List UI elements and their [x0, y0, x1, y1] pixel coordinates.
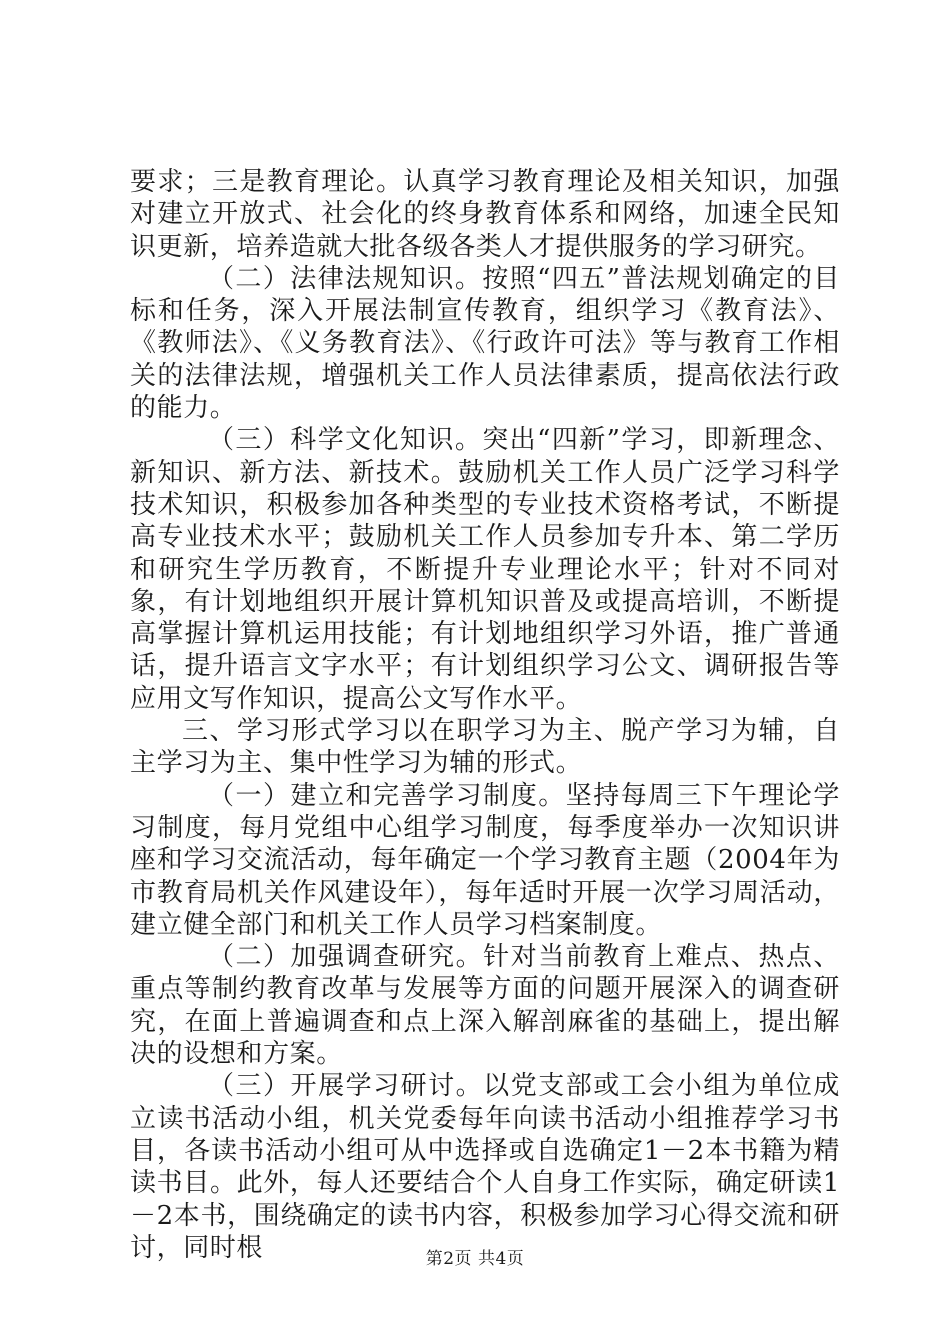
paragraph-study-system: （一）建立和完善学习制度。坚持每周三下午理论学习制度，每月党组中心组学习制度，每季度举办一次知识讲座和学习交流活动，每年确定一个学习教育主题（2004年为市教育局机关作风建设年），每年适时开展一次学习周活动，建立健全部门和机关工作人员学习档案制度。: [130, 780, 840, 940]
paragraph-seminar: （三）开展学习研讨。以党支部或工会小组为单位成立读书活动小组，机关党委每年向读书活动小组推荐学习书目，各读书活动小组可从中选择或自选确定1－2本书籍为精读书目。此外，每人还要结合个人自身工作实际，确定研读1－2本书，围绕确定的读书内容，积极参加学习心得交流和研讨，同时根: [130, 1071, 840, 1263]
paragraph-continuation: 要求；三是教育理论。认真学习教育理论及相关知识，加强对建立开放式、社会化的终身教育体系和网络，加速全民知识更新，培养造就大批各级各类人才提供服务的学习研究。: [130, 167, 840, 262]
page-number-footer: 第2页 共4页: [425, 1249, 525, 1269]
paragraph-research: （二）加强调查研究。针对当前教育上难点、热点、重点等制约教育改革与发展等方面的问题开展深入的调查研究，在面上普遍调查和点上深入解剖麻雀的基础上，提出解决的设想和方案。: [130, 942, 840, 1070]
section-heading-learning-forms: 三、学习形式学习以在职学习为主、脱产学习为辅，自主学习为主、集中性学习为辅的形式。: [130, 716, 840, 779]
paragraph-science-culture: （三）科学文化知识。突出“四新”学习，即新理念、新知识、新方法、新技术。鼓励机关工作人员广泛学习科学技术知识，积极参加各种类型的专业技术资格考试，不断提高专业技术水平；鼓励机关工作人员参加专升本、第二学历和研究生学历教育，不断提升专业理论水平；针对不同对象，有计划地组织开展计算机知识普及或提高培训，不断提高掌握计算机运用技能；有计划地组织学习外语，推广普通话，提升语言文字水平；有计划组织学习公文、调研报告等应用文写作知识，提高公文写作水平。: [130, 425, 840, 714]
document-body: [130, 166, 840, 1264]
paragraph-law-knowledge: （二）法律法规知识。按照“四五”普法规划确定的目标和任务，深入开展法制宣传教育，组织学习《教育法》、《教师法》、《义务教育法》、《行政许可法》等与教育工作相关的法律法规，增强机关工作人员法律素质，提高依法行政的能力。: [130, 263, 840, 424]
